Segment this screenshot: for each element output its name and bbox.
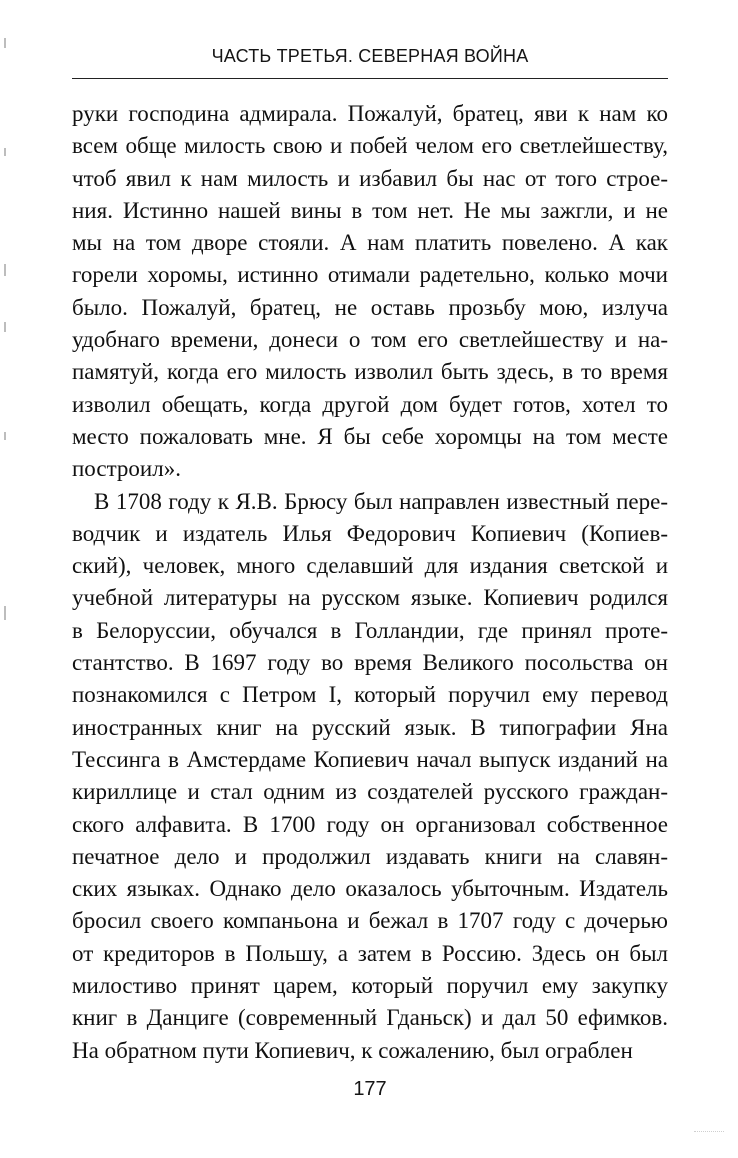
text-line: стантство. В 1697 году во время Великого посольства он — [72, 650, 668, 676]
text-line: милостиво принят царем, который поручил ему закупку — [72, 973, 668, 999]
text-line: мы на том дворе стояли. А нам платить повелено. А как — [72, 230, 668, 256]
text-line: кириллице и стал одним из создателей русского граждан- — [72, 779, 668, 805]
text-line: было. Пожалуй, братец, не оставь прозьбу мою, излуча — [72, 294, 668, 320]
text-line: ских языках. Однако дело оказалось убыточным. Издатель — [72, 876, 668, 902]
text-line: место пожаловать мне. Я бы себе хоромцы на том месте — [72, 423, 668, 449]
text-line: бросил своего компаньона и бежал в 1707 году с дочерью — [72, 908, 668, 934]
text-line: горели хоромы, истинно отимали радетельно, колько мочи — [72, 262, 668, 288]
text-line: в Белоруссии, обучался в Голландии, где принял проте- — [72, 617, 668, 643]
scan-margin-mark — [4, 322, 6, 332]
text-line: чтоб явил к нам милость и избавил бы нас от того строе- — [72, 165, 668, 191]
text-line: удобнаго времени, донеси о том его светлейшеству и на- — [72, 327, 668, 353]
text-line: иностранных книг на русский язык. В типографии Яна — [72, 714, 668, 740]
scan-smudge — [694, 1131, 724, 1132]
scan-margin-mark — [4, 148, 6, 156]
text-line: ский), человек, много сделавший для издания светской и — [72, 553, 668, 579]
scan-margin-mark — [4, 432, 6, 440]
text-line: учебной литературы на русском языке. Копиевич родился — [72, 585, 668, 611]
header-rule — [72, 78, 668, 79]
text-line: руки господина адмирала. Пожалуй, братец, яви к нам ко — [72, 101, 668, 126]
text-line: памятуй, когда его милость изволил быть здесь, в то время — [72, 359, 668, 385]
text-line: познакомился с Петром I, который поручил ему перевод — [72, 682, 668, 708]
text-line: всем обще милость свою и побей челом его светлейшеству, — [72, 133, 668, 159]
paragraph-letter-quote — [72, 98, 668, 486]
scan-margin-mark — [4, 264, 6, 276]
text-line: водчик и издатель Илья Федорович Копиевич (Копиев- — [72, 520, 668, 546]
text-line: ния. Истинно нашей вины в том нет. Не мы зажгли, и не — [72, 197, 668, 223]
page-number: 177 — [353, 1078, 387, 1100]
text-line: печатное дело и продолжил издавать книги на славян- — [72, 843, 668, 869]
text-line: изволил обещать, когда другой дом будет готов, хотел то — [72, 391, 668, 417]
text-line: построил». — [72, 456, 181, 482]
text-line: книг в Данциге (современный Гданьск) и дал 50 ефимков. — [72, 1005, 668, 1031]
text-line: ского алфавита. В 1700 году он организовал собственное — [72, 811, 668, 837]
paragraph-kopievich — [72, 486, 668, 1067]
text-line: от кредиторов в Польшу, а затем в Россию. Здесь он был — [72, 940, 668, 966]
text-line: В 1708 году к Я.В. Брюсу был направлен известный пере- — [94, 488, 668, 514]
page-body — [72, 98, 668, 1067]
scan-margin-mark — [4, 606, 6, 620]
scan-margin-mark — [4, 38, 6, 48]
text-line: Тессинга в Амстердаме Копиевич начал выпуск изданий на — [72, 746, 668, 772]
text-line: На обратном пути Копиевич, к сожалению, был ограблен — [72, 1037, 633, 1063]
running-head: ЧАСТЬ ТРЕТЬЯ. СЕВЕРНАЯ ВОЙНА — [211, 46, 529, 66]
